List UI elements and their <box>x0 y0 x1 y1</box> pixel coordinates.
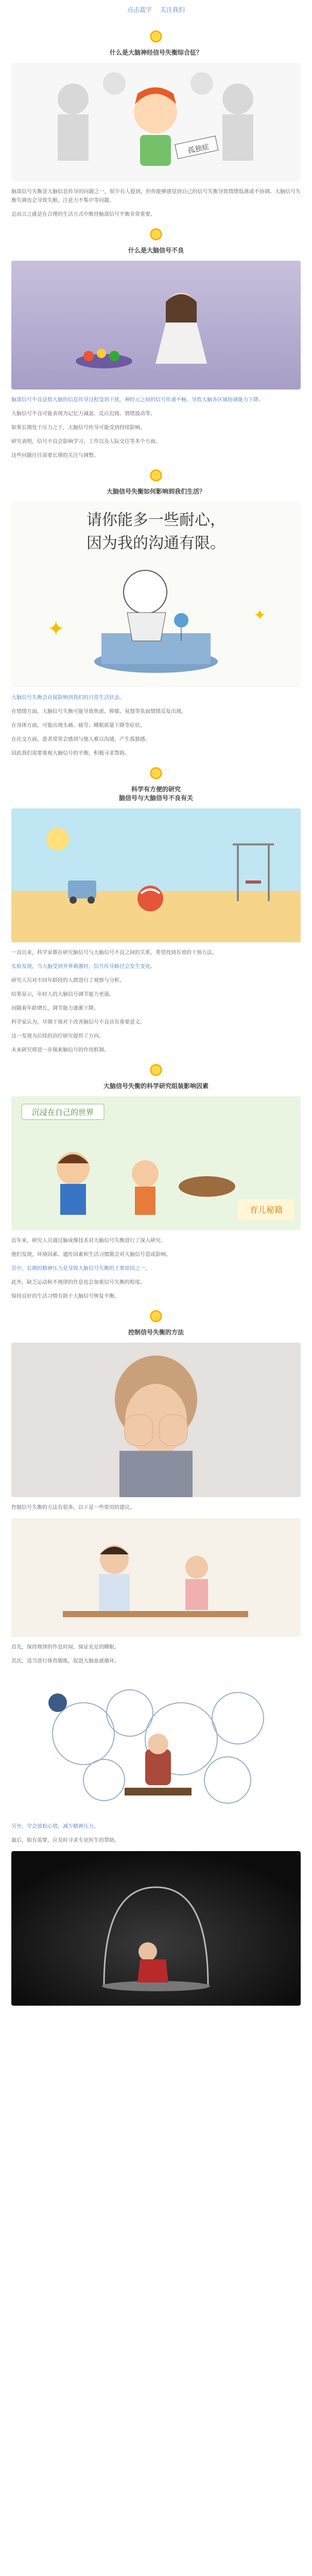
paragraph: 此外，缺乏运动和不规律的作息也会加重信号失衡的程度。 <box>11 1280 145 1285</box>
section-header-5 <box>11 1064 301 1090</box>
paragraph: 研究表明，信号不良会影响学习、工作以及人际交往等多个方面。 <box>11 439 161 445</box>
paragraph: 大脑信号不良可能表现为记忆力减退、反应迟钝、情绪波动等。 <box>11 411 155 417</box>
photo-parent-child <box>11 1518 301 1637</box>
paragraph: 近年来，研究人员通过脑成像技术对大脑信号失衡进行了深入研究。 <box>11 1238 166 1244</box>
photo-child-under-glass <box>11 1851 301 2006</box>
section-header-4 <box>11 767 301 802</box>
paragraph: 研究人员对不同年龄段的人群进行了观察与分析。 <box>11 978 125 984</box>
paragraph: 因此我们需要重视大脑信号的平衡，积极寻求帮助。 <box>11 751 130 756</box>
section-header-6 <box>11 1310 301 1336</box>
paragraph: 最后，如有需要，应及时寻求专业医生的帮助。 <box>11 1838 119 1843</box>
patience-line-1: 请你能多一些耐心， <box>86 511 226 529</box>
sun-icon <box>149 30 163 44</box>
illustration-child-crowd <box>11 63 301 181</box>
paragraph: 在身体方面，可能出现头痛、疲劳、睡眠质量下降等症状。 <box>11 723 145 728</box>
paragraph: 其次，适当进行体育锻炼，促进大脑血液循环。 <box>11 1658 119 1664</box>
illustration-own-world <box>11 1096 301 1230</box>
sun-icon <box>149 1064 163 1077</box>
parenting-badge: 育儿秘籍 <box>249 1206 283 1215</box>
paragraph: 这一发现为后续的治疗研究提供了方向。 <box>11 1033 104 1039</box>
paragraph: 科学家认为，早期干预对于改善脑信号不良具有重要意义。 <box>11 1020 145 1025</box>
paragraph: 未来研究将进一步探索脑信号的作用机制。 <box>11 1047 109 1053</box>
section-title: 科学有方便的研究 <box>131 786 181 793</box>
paragraph: 结果显示，年轻人的大脑信号调节能力更强。 <box>11 992 114 997</box>
section-title: 控制信号失衡的方法 <box>128 1329 184 1336</box>
paragraph: 脑部信号不良是指大脑的信息传导过程受到干扰，神经元之间的信号传递不畅，导致大脑各区域协调能力下降。 <box>11 397 264 403</box>
section-header-3 <box>11 469 301 496</box>
paragraph: 实验发现，当大脑受到外界刺激时，信号传导路径会发生变化。 <box>11 964 155 970</box>
sun-icon <box>149 228 163 242</box>
paragraph: 这些问题往往需要长期的关注与调整。 <box>11 453 99 459</box>
paragraph: 如果长期处于压力之下，大脑信号传导可能受到持续影响。 <box>11 425 145 431</box>
section-header-1 <box>11 30 301 57</box>
photo-girl-playing <box>11 261 301 389</box>
follow-link-right[interactable]: 关注我们 <box>160 6 185 13</box>
paragraph: 一直以来，科学家都在研究脑信号与大脑信号不良之间的关系，希望找到有效的干预方法。 <box>11 950 217 956</box>
paragraph: 在社交方面，患者常常会感到与他人难以沟通，产生孤独感。 <box>11 737 150 742</box>
top-bar <box>11 0 301 21</box>
illustration-playground <box>11 808 301 942</box>
section-title: 大脑信号失衡的科学研究组装影响因素 <box>103 1082 209 1090</box>
paragraph: 首先，保持规律的作息时间，保证充足的睡眠。 <box>11 1645 119 1650</box>
svg-text:✦: ✦ <box>253 606 267 624</box>
sun-icon <box>149 469 163 483</box>
sun-icon <box>149 767 163 781</box>
own-world-label: 沉浸在自己的世界 <box>31 1108 94 1117</box>
follow-link-left[interactable]: 点击蓝字 <box>127 6 152 13</box>
illustration-bubbles-girl <box>11 1672 301 1816</box>
paragraph: 保持良好的生活习惯有助于大脑信号恢复平衡。 <box>11 1294 119 1299</box>
autism-sign-text: 孤独症 <box>187 142 210 155</box>
paragraph: 脑部信号失衡是大脑信息传导的问题之一，很少有人提到，但你能够感觉到自己的信号失衡导致情绪低落或不协调。大脑信号失衡失调也会导致失眠、注意力不集中等问题。 <box>11 189 301 204</box>
paragraph: 他们发现，环境因素、遗传因素和生活习惯都会对大脑信号造成影响。 <box>11 1252 171 1258</box>
section-title: 什么是大脑神经信号失衡综合征？ <box>109 49 202 56</box>
svg-text:✦: ✦ <box>47 617 65 641</box>
paragraph: 总而言之就是在合理的生活方式中维持脑部信号平衡非常重要。 <box>11 212 155 217</box>
section-subtitle: 脑信号与大脑信号不良有关 <box>118 794 193 802</box>
paragraph: 而随着年龄增长，调节能力逐渐下降。 <box>11 1006 99 1011</box>
paragraph: 控制信号失衡的方法有很多，以下是一些常用的建议。 <box>11 1505 135 1511</box>
patience-line-2: 因为我的沟通有限。 <box>86 534 226 552</box>
section-title: 什么是大脑信号不良 <box>128 247 184 254</box>
section-title: 大脑信号失衡如何影响到我们生活？ <box>106 488 205 495</box>
photo-child-covering-face <box>11 1343 301 1497</box>
paragraph: 大脑信号失衡会直接影响到我们的日常生活状态。 <box>11 695 125 701</box>
section-header-2 <box>11 228 301 255</box>
paragraph: 在情绪方面，大脑信号失衡可能导致焦虑、抑郁、易怒等负面情绪反复出现。 <box>11 709 186 715</box>
paragraph: 另外，学会放松心情，减少精神压力。 <box>11 1824 99 1829</box>
illustration-patience-child <box>11 502 301 687</box>
sun-icon <box>149 1310 163 1324</box>
paragraph: 其中，长期的精神压力是导致大脑信号失衡的主要原因之一。 <box>11 1266 150 1272</box>
